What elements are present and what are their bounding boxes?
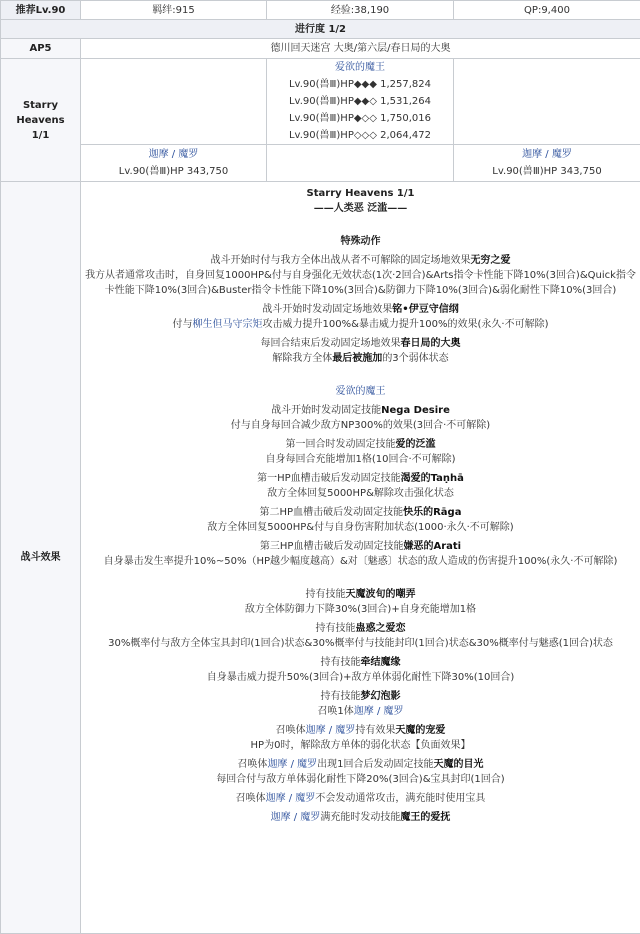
effect-line — [84, 302, 637, 317]
boss-hp-line: Lv.90(兽Ⅲ)HP◆◆◇ 1,531,264 — [270, 93, 450, 110]
effect-line — [84, 403, 637, 418]
summon-link[interactable]: 迦摩 / 魔罗 — [306, 725, 356, 736]
effect-text: 召唤体 — [236, 793, 266, 804]
boss-hp-line: Lv.90(兽Ⅲ)HP◆◇◇ 1,750,016 — [270, 110, 450, 127]
effect-line — [84, 505, 637, 520]
effect-text: 牵结魔缘 — [361, 657, 401, 668]
effect-text: 天魔波旬的嘲弄 — [346, 589, 416, 600]
skill-line — [84, 587, 637, 602]
exp-cell: 经验:38,190 — [267, 1, 454, 20]
effect-line — [84, 539, 637, 554]
effect-text: Nega Desire — [381, 405, 450, 416]
skill-line — [84, 621, 637, 636]
effect-detail: 自身暴击发生率提升10%~50%（HP越少幅度越高）&对〔魅惑〕状态的敌人造成的伤害提升100%(永久·不可解除) — [84, 554, 637, 569]
effect-text: 每回合结束后发动固定场地效果 — [261, 338, 401, 349]
effect-text: 付与 — [173, 319, 193, 330]
effect-text: 战斗开始时发动固定技能 — [271, 405, 381, 416]
enemy-slot-empty-right — [454, 59, 640, 145]
effect-text: 无穷之爱 — [471, 255, 511, 266]
effect-text: 魔王的爱抚 — [400, 812, 450, 823]
effect-text: 第三HP血槽击破后发动固定技能 — [260, 541, 404, 552]
summon-link[interactable]: 迦摩 / 魔罗 — [354, 706, 404, 717]
effect-text: 蛊惑之爱恋 — [356, 623, 406, 634]
skill-detail — [84, 704, 637, 719]
summon-link[interactable]: 迦摩 / 魔罗 — [266, 793, 316, 804]
minion-name-link[interactable]: 迦摩 / 魔罗 — [149, 149, 199, 160]
effect-text: 爱的泛滥 — [396, 439, 436, 450]
effect-detail: 我方从者通常攻击时，自身回复1000HP&付与自身强化无效状态(1次·2回合)&Arts指令卡性能下降10%(3回合)&Quick指令卡性能下降10%(3回合)&Buster指令卡性能下降10%(3回合)&防御力下降10%(3回合)&弱化耐性下降10%(3回合) — [84, 268, 637, 298]
effect-detail — [84, 351, 637, 366]
summon-line — [84, 810, 637, 825]
summon-link[interactable]: 迦摩 / 魔罗 — [271, 812, 321, 823]
effect-text: 持有技能 — [321, 691, 361, 702]
effect-text: 天魔的目光 — [434, 759, 484, 770]
effect-text: 战斗开始时发动固定场地效果 — [262, 304, 392, 315]
minion-enemy-right — [454, 145, 640, 182]
effect-detail: 敌方全体回复5000HP&付与自身伤害附加状态(1000·永久·不可解除) — [84, 520, 637, 535]
minion-hp: Lv.90(兽Ⅲ)HP 343,750 — [84, 163, 263, 180]
skill-detail: 自身暴击威力提升50%(3回合)+敌方单体弱化耐性下降30%(10回合) — [84, 670, 637, 685]
effect-text: 召唤体 — [276, 725, 306, 736]
wave-label-text: Starry Heavens 1/1 — [16, 100, 64, 141]
effect-text: 梦幻泡影 — [361, 691, 401, 702]
effect-text: 召唤1体 — [317, 706, 353, 717]
summon-detail: HP为0时，解除敌方单体的弱化状态【负面效果】 — [84, 738, 637, 753]
wave-label — [1, 59, 81, 182]
effect-text: 满充能时发动技能 — [320, 812, 400, 823]
summon-line — [84, 723, 637, 738]
effects-subtitle: ——人类恶 泛滥—— — [84, 201, 637, 216]
effect-text: 第二HP血槽击破后发动固定技能 — [260, 507, 404, 518]
effect-text: 天魔的宠爱 — [395, 725, 445, 736]
effect-text: 第一HP血槽击破后发动固定技能 — [257, 473, 401, 484]
effect-text: 第一回合时发动固定技能 — [286, 439, 396, 450]
effect-text: 最后被施加 — [332, 353, 382, 364]
effect-line — [84, 437, 637, 452]
skill-detail: 30%概率付与敌方全体宝具封印(1回合)状态&30%概率付与技能封印(1回合)状态&30%概率付与魅惑(1回合)状态 — [84, 636, 637, 651]
special-actions-heading: 特殊动作 — [84, 234, 637, 249]
effect-text: 召唤体 — [237, 759, 267, 770]
effect-text: 攻击威力提升100%&暴击威力提升100%的效果(永久·不可解除) — [263, 319, 549, 330]
effects-title: Starry Heavens 1/1 — [84, 186, 637, 201]
progress-header: 进行度 1/2 — [1, 20, 640, 39]
effect-text: 持有技能 — [306, 589, 346, 600]
effect-text: 解除我方全体 — [272, 353, 332, 364]
effect-text: 持有技能 — [316, 623, 356, 634]
location-cell: 德川回天迷宫 大奥/第六层/春日局的大奥 — [81, 39, 640, 59]
effect-text: 战斗开始时付与我方全体出战从者不可解除的固定场地效果 — [211, 255, 471, 266]
boss-enemy-cell — [267, 59, 454, 145]
effect-text: 渴爱的Taṇhā — [401, 473, 464, 484]
effect-line — [84, 253, 637, 268]
enemy-slot-empty-left — [81, 59, 267, 145]
summon-link[interactable]: 迦摩 / 魔罗 — [267, 759, 317, 770]
effect-text: 不会发动通常攻击，满充能时使用宝具 — [315, 793, 485, 804]
skill-line — [84, 689, 637, 704]
effect-text: 持有效果 — [355, 725, 395, 736]
minion-enemy-left — [81, 145, 267, 182]
summon-line — [84, 791, 637, 806]
effect-text: 快乐的Rāga — [403, 507, 461, 518]
recommend-level-cell: 推荐Lv.90 — [1, 1, 81, 20]
effect-detail: 敌方全体回复5000HP&解除攻击强化状态 — [84, 486, 637, 501]
boss-hp-line: Lv.90(兽Ⅲ)HP◇◇◇ 2,064,472 — [270, 127, 450, 144]
qp-cell: QP:9,400 — [454, 1, 640, 20]
effect-text: 的3个弱体状态 — [382, 353, 448, 364]
effect-detail — [84, 317, 637, 332]
battle-effects-cell — [81, 182, 640, 934]
effect-detail: 付与自身每回合减少敌方NP300%的效果(3回合·不可解除) — [84, 418, 637, 433]
minion-name-link[interactable]: 迦摩 / 魔罗 — [522, 149, 572, 160]
summon-line — [84, 757, 637, 772]
skill-detail: 敌方全体防御力下降30%(3回合)+自身充能增加1格 — [84, 602, 637, 617]
effect-text: 嫌恶的Arati — [403, 541, 461, 552]
effect-text: 春日局的大奥 — [401, 338, 461, 349]
enemy-slot-empty-middle — [267, 145, 454, 182]
minion-hp: Lv.90(兽Ⅲ)HP 343,750 — [457, 163, 637, 180]
effect-text: 铭•伊豆守信纲 — [392, 304, 458, 315]
effect-text: 持有技能 — [321, 657, 361, 668]
effect-line — [84, 336, 637, 351]
effect-text: 出现1回合后发动固定技能 — [317, 759, 433, 770]
battle-effects-label: 战斗效果 — [1, 182, 81, 934]
ap-cost-cell: AP5 — [1, 39, 81, 59]
boss-name-link[interactable]: 爱欲的魔王 — [335, 62, 385, 73]
servant-link[interactable]: 柳生但马守宗矩 — [193, 319, 263, 330]
effect-detail: 自身每回合充能增加1格(10回合·不可解除) — [84, 452, 637, 467]
boss-heading-link[interactable]: 爱欲的魔王 — [336, 386, 386, 397]
effect-line — [84, 471, 637, 486]
bond-cell: 羁绊:915 — [81, 1, 267, 20]
summon-detail: 每回合付与敌方单体弱化耐性下降20%(3回合)&宝具封印(1回合) — [84, 772, 637, 787]
boss-hp-line: Lv.90(兽Ⅲ)HP◆◆◆ 1,257,824 — [270, 76, 450, 93]
skill-line — [84, 655, 637, 670]
